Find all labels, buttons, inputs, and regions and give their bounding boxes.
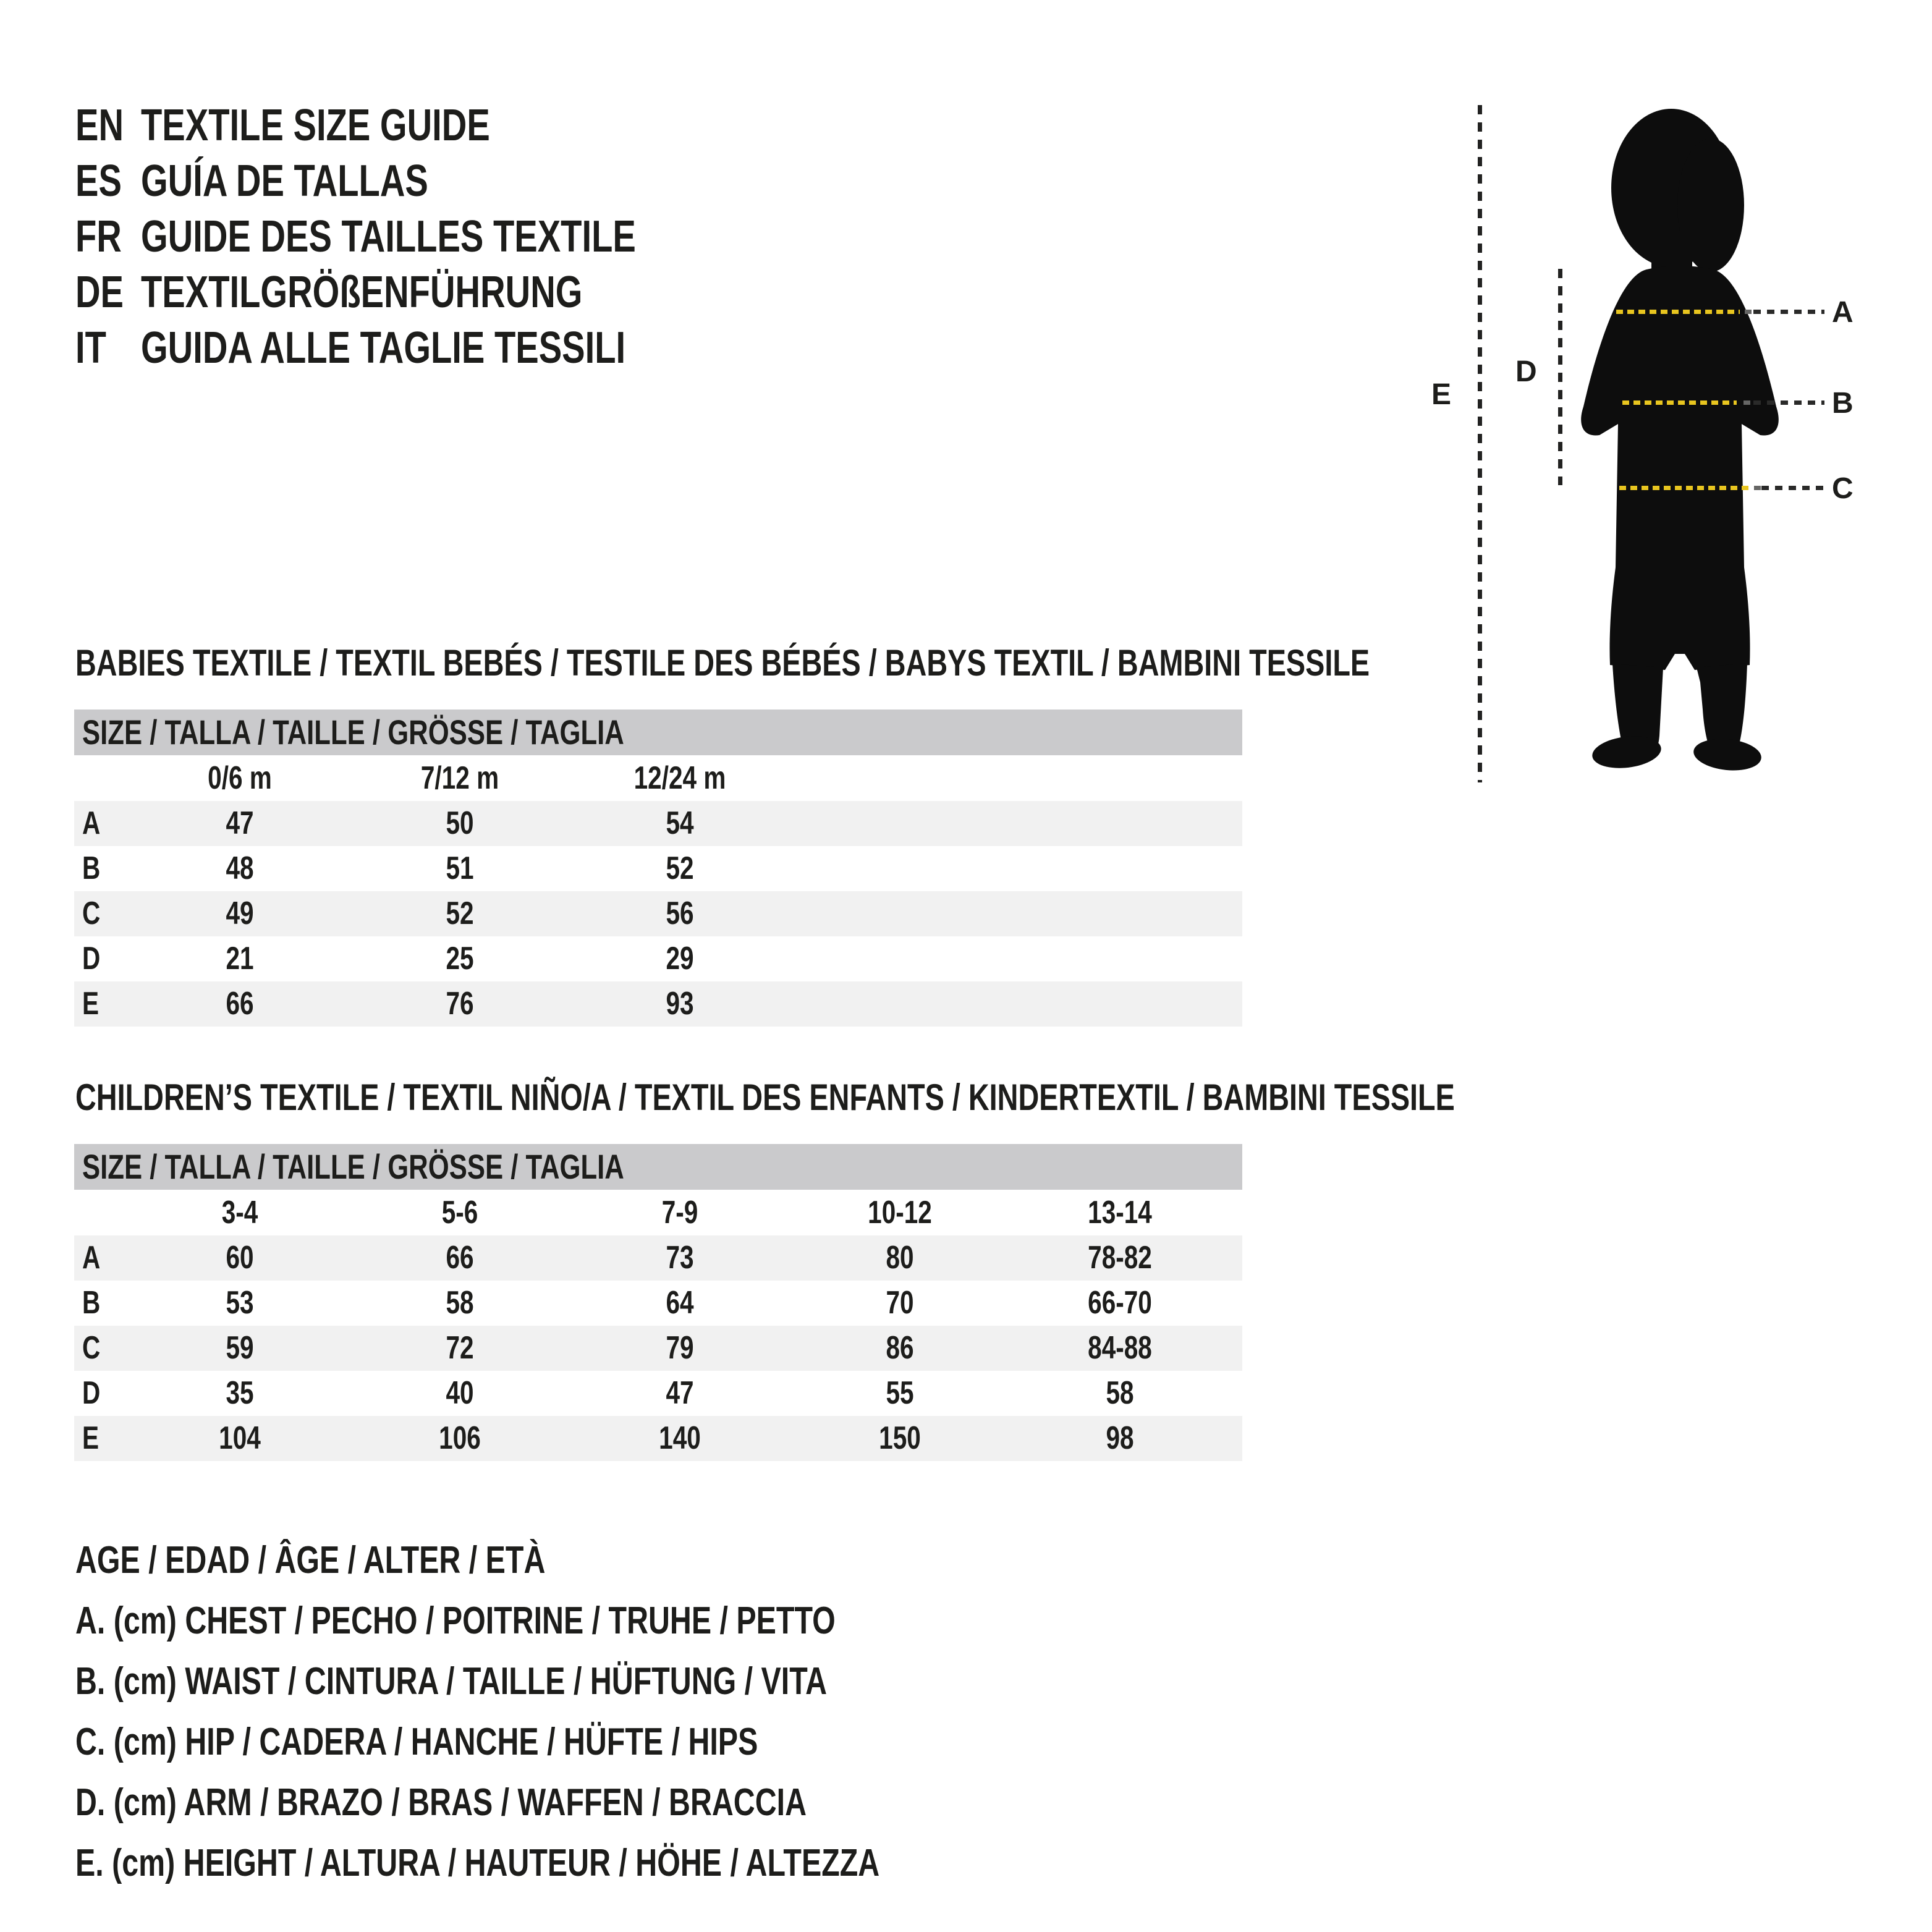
legend-height: E. (cm) HEIGHT / ALTURA / HAUTEUR / HÖHE / ALTEZZA (75, 1842, 880, 1884)
row-label: B (82, 1285, 101, 1321)
column-header: 5-6 (441, 1195, 478, 1231)
legend-chest: A. (cm) CHEST / PECHO / POITRINE / TRUHE / PETTO (75, 1599, 836, 1642)
figure-label-e: E (1431, 378, 1451, 411)
row-label: C (82, 1330, 101, 1366)
child-silhouette-image (1575, 108, 1785, 772)
row-label: B (82, 850, 101, 886)
table-row-d: D 35 40 47 55 58 (74, 1371, 1242, 1416)
waist-dash-dark (1753, 400, 1824, 405)
column-header: 13-14 (1088, 1195, 1152, 1231)
language-code: DE (75, 268, 124, 317)
table-row-e: E 66 76 93 (74, 981, 1242, 1027)
guide-title: TEXTILE SIZE GUIDE (141, 101, 490, 150)
waist-measure-line-b (1622, 400, 1826, 405)
legend-age: AGE / EDAD / ÂGE / ALTER / ETÀ (75, 1539, 546, 1582)
row-label: A (82, 1240, 101, 1276)
column-header-row (74, 1190, 1242, 1235)
waist-dash-yellow (1622, 400, 1737, 405)
table-row-b: B 53 58 64 70 66-70 (74, 1281, 1242, 1326)
figure-label-b: B (1832, 387, 1853, 420)
size-header-bar: SIZE / TALLA / TAILLE / GRÖSSE / TAGLIA (74, 1144, 1242, 1190)
guide-title: GUÍA DE TALLAS (141, 156, 428, 206)
column-header: 7-9 (661, 1195, 698, 1231)
column-header: 7/12 m (420, 760, 499, 796)
row-label: E (82, 986, 100, 1022)
table-row-a: A 60 66 73 80 78-82 (74, 1235, 1242, 1281)
language-code: ES (75, 156, 122, 206)
size-header-bar: SIZE / TALLA / TAILLE / GRÖSSE / TAGLIA (74, 710, 1242, 755)
childrens-textile-section (74, 1077, 1455, 1461)
chest-dash-dark (1753, 310, 1824, 314)
figure-label-d: D (1515, 355, 1536, 388)
language-code: FR (75, 212, 122, 261)
chest-measure-line-a (1616, 310, 1826, 314)
hip-dash-yellow (1619, 486, 1750, 490)
column-header: 3-4 (221, 1195, 258, 1231)
row-label: E (82, 1420, 100, 1456)
language-code: EN (75, 101, 124, 150)
legend-hip: C. (cm) HIP / CADERA / HANCHE / HÜFTE / HIPS (75, 1721, 758, 1763)
height-measure-line-e (1478, 105, 1482, 782)
guide-title: GUIDE DES TAILLES TEXTILE (141, 212, 636, 261)
hip-measure-line-c (1619, 486, 1826, 490)
table-row-c: C 59 72 79 86 84-88 (74, 1326, 1242, 1371)
guide-title: GUIDA ALLE TAGLIE TESSILI (141, 323, 626, 373)
table-row-d: D 21 25 29 (74, 936, 1242, 981)
column-header: 10-12 (868, 1195, 932, 1231)
guide-title: TEXTILGRÖßENFÜHRUNG (141, 268, 583, 317)
legend-arm: D. (cm) ARM / BRAZO / BRAS / WAFFEN / BRACCIA (75, 1781, 807, 1824)
table-row-e: E 104 106 140 150 98 (74, 1416, 1242, 1461)
figure-label-a: A (1832, 296, 1853, 329)
table-row-c: C 49 52 56 (74, 891, 1242, 936)
measurement-legend (75, 1530, 1106, 1894)
column-header: 12/24 m (633, 760, 726, 796)
language-code: IT (75, 323, 106, 373)
column-header: 0/6 m (208, 760, 272, 796)
figure-label-c: C (1832, 472, 1853, 505)
chest-dash-yellow (1616, 310, 1740, 314)
childrens-section-title: CHILDREN’S TEXTILE / TEXTIL NIÑO/A / TEXTIL DES ENFANTS / KINDERTEXTIL / BAMBINI TESSILE (75, 1077, 1455, 1118)
row-label: D (82, 941, 101, 977)
table-row-a: A 47 50 54 (74, 801, 1242, 846)
hip-dash-dark (1761, 486, 1826, 490)
babies-textile-section (74, 642, 1370, 1027)
row-label: C (82, 896, 101, 931)
table-row-b: B 48 51 52 (74, 846, 1242, 891)
babies-section-title: BABIES TEXTILE / TEXTIL BEBÉS / TESTILE DES BÉBÉS / BABYS TEXTIL / BAMBINI TESSILE (75, 642, 1370, 684)
row-label: D (82, 1375, 101, 1411)
arm-measure-line-d (1558, 269, 1562, 485)
row-label: A (82, 805, 101, 841)
column-header-row (74, 755, 1242, 801)
legend-waist: B. (cm) WAIST / CINTURA / TAILLE / HÜFTUNG / VITA (75, 1660, 828, 1703)
